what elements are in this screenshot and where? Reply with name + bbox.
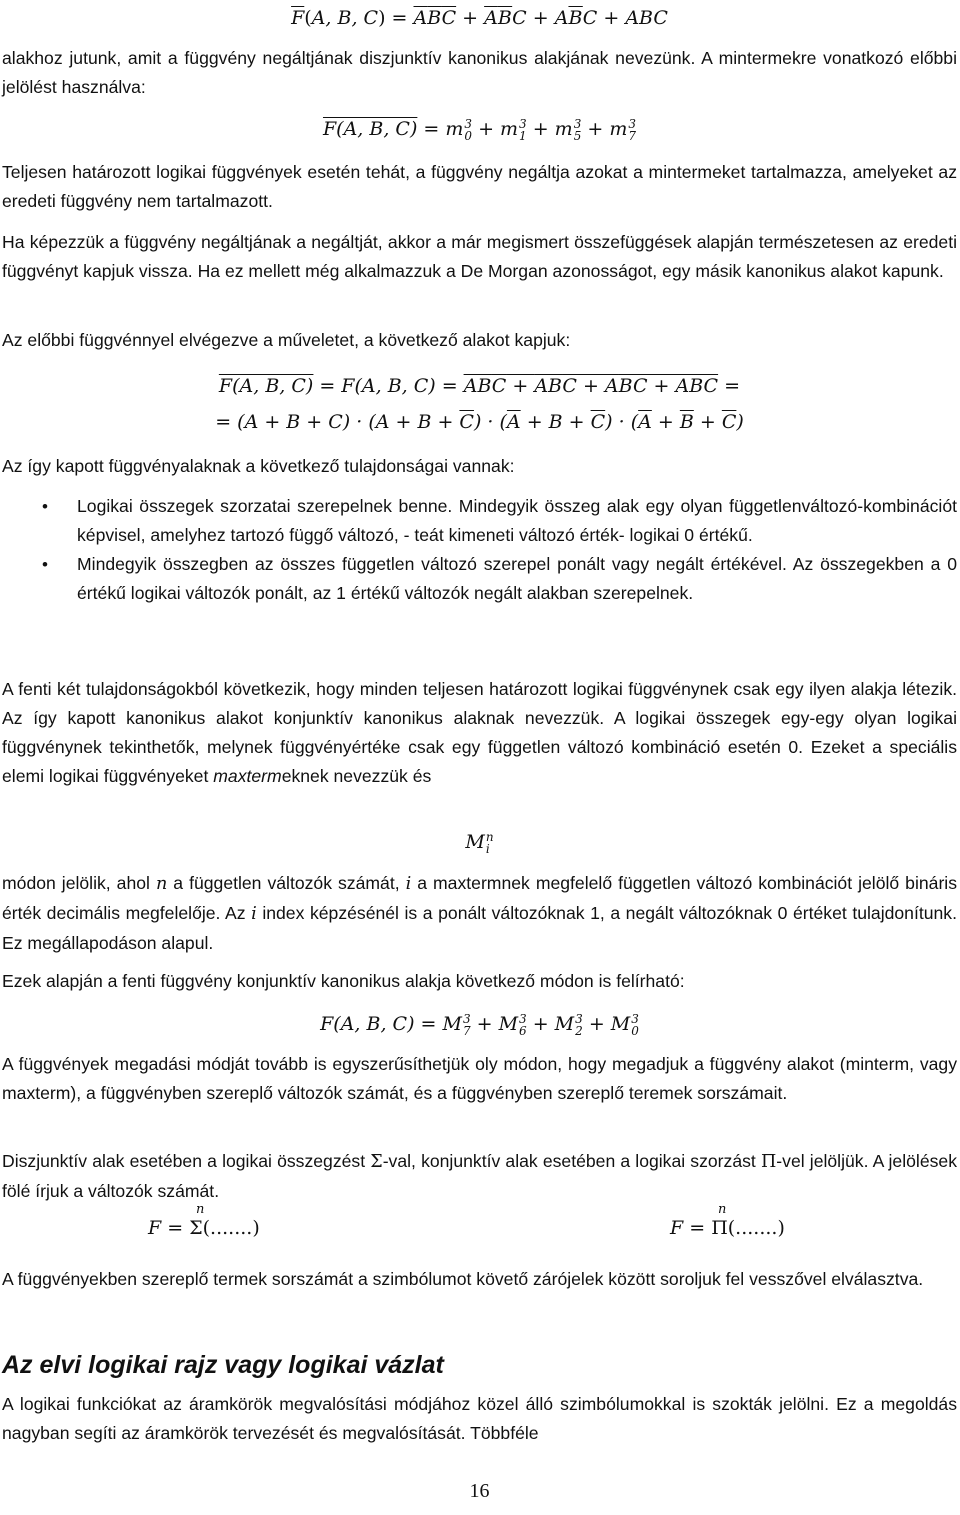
paragraph: A függvények megadási módját tovább is egyszerűsíthetjük oly módon, hogy megadjuk a függvény alakot (minterm, vagy maxterm), a függvényben szereplő változók számát, és a függvényben szereplő teremek sorszámait. bbox=[2, 1054, 957, 1103]
paragraph: A logikai funkciókat az áramkörök megvalósítási módjához közel álló szimbólumokkal is szokták jelölni. Ez a megoldás nagyban segíti az áramkörök tervezését és megvalósítását. Többféle bbox=[2, 1394, 957, 1443]
formula-maxterm-notation: F(A, B, C) = M 3 7 + M 3 6 + M 3 2 + M 3 0 bbox=[320, 1012, 639, 1038]
paragraph: A fenti két tulajdonságokból következik, hogy minden teljesen határozott logikai függvénynek csak egy ilyen alakja létezik. Az így kapott kanonikus alakot konjunktív kanonikus alaknak nevezzük. A logikai összegek egy-egy olyan logikai függvénynek tekinthetők, melynek függvényértéke csak egy független változó kombináció esetén 0. Ezeket a speciális elemi logikai függvényeket maxtermeknek nevezzük és bbox=[2, 679, 957, 786]
list-item: • Logikai összegek szorzatai szerepelnek benne. Mindegyik összeg alak egy olyan függetlenváltozó-kombinációt képvisel, amelyhez tartozó függő változó, - teát kimeneti változó érték- logikai 0 értékű. bbox=[2, 492, 957, 550]
formula-sigma-notation: n F = Σ(.......) bbox=[148, 1202, 260, 1239]
formula-de-morgan-line1: F(A, B, C) = F(A, B, C) = ABC + ABC + ABC + ABC = bbox=[218, 375, 741, 397]
paragraph: Ezek alapján a fenti függvény konjunktív kanonikus alakja következő módon is felírható: bbox=[2, 971, 685, 991]
formula-negated-function: $\overline{F}(A$, B, $C) = \overline{A}\overline{B}\overline{C} + \overline{A}\overline{B}C + A\overline{B}C$ + ABC bbox=[291, 7, 668, 29]
paragraph: Diszjunktív alak esetében a logikai összegzést Σ-val, konjunktív alak esetében a logikai szorzást Π-vel jelöljük. A jelölések fölé írjuk a változók számát. bbox=[2, 1151, 957, 1201]
page-number: 16 bbox=[469, 1480, 490, 1502]
paragraph: Az előbbi függvénnyel elvégezve a műveletet, a következő alakot kapjuk: bbox=[2, 330, 571, 350]
paragraph: Teljesen határozott logikai függvények esetén tehát, a függvény negáltja azokat a mintermeket tartalmazza, amelyeket az eredeti függvény nem tartalmazott. bbox=[2, 162, 957, 211]
formula-de-morgan-line2: = $(A + B + C) \cdot (A + B + \overline{C}) \cdot (\overline{A} + B + \overline{C}) \cdot (\overline{A} + \overline{B} + \overline{C})$ bbox=[215, 411, 744, 433]
paragraph: Ha képezzük a függvény negáltjának a negáltját, akkor a már megismert összefüggések alapján természetesen az eredeti függvényt kapjuk vissza. Ha ez mellett még alkalmazzuk a De Morgan azonosságot, egy másik kanonikus alakot kapunk. bbox=[2, 232, 957, 281]
paragraph: A függvényekben szereplő termek sorszámát a szimbólumot követő zárójelek között soroljuk fel vesszővel elválasztva. bbox=[2, 1269, 924, 1289]
section-heading: Az elvi logikai rajz vagy logikai vázlat bbox=[2, 1351, 444, 1379]
formula-maxterm-symbol: M n i bbox=[465, 830, 494, 856]
formula-minterm-notation: F(A, B, C) = m 3 0 + m 3 1 + m 3 5 + m 3 7 bbox=[322, 117, 636, 143]
paragraph: Az így kapott függvényalaknak a következő tulajdonságai vannak: bbox=[2, 456, 515, 476]
paragraph: alakhoz jutunk, amit a függvény negáltjának diszjunktív kanonikus alakjának nevezünk. A mintermekre vonatkozó előbbi jelölést használva: bbox=[2, 48, 957, 97]
property-list bbox=[2, 492, 957, 608]
formula-pi-notation: n F = Π(.......) bbox=[670, 1202, 785, 1239]
list-item: • Mindegyik összegben az összes független változó szerepel ponált vagy negált értékével. Az összegekben a 0 értékű logikai változók ponált, az 1 értékű változók negált alakban szerepelnek. bbox=[2, 550, 957, 608]
paragraph: módon jelölik, ahol n a független változók számát, i a maxtermnek megfelelő független változó kombinációt jelölő bináris érték decimális megfelelője. Az i index képzésénél is a ponált változóknak 1, a negált változóknak 0 értéket tulajdonítunk. Ez megállapodáson alapul. bbox=[2, 873, 958, 953]
